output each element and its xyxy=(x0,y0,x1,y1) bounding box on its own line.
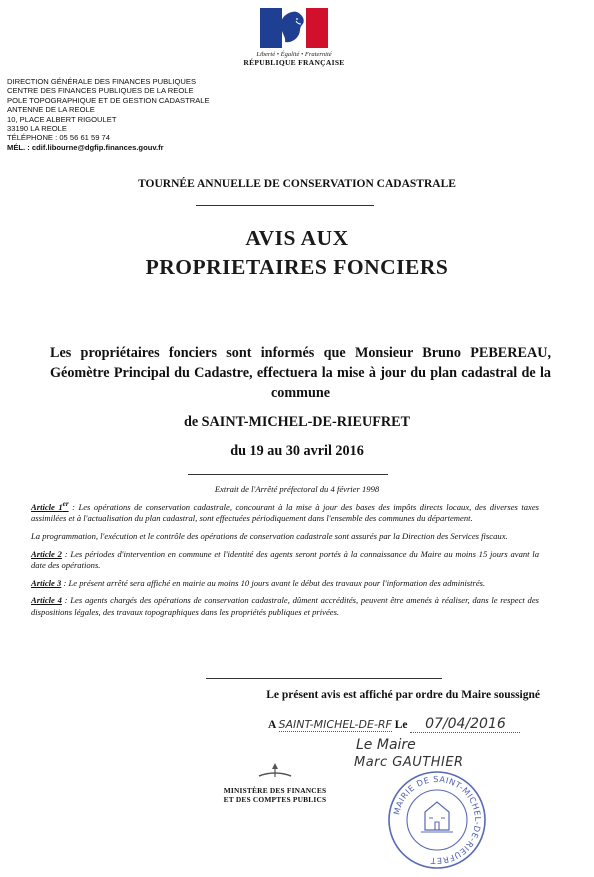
article-text: La programmation, l'exécution et le contrôle des opérations de conservation cadastrale sont assurés par la Direction des Services fiscaux. xyxy=(31,531,508,542)
article-4 xyxy=(31,595,539,618)
decree-extract: Extrait de l'Arrêté préfectoral du 4 février 1998 xyxy=(214,484,380,494)
divider xyxy=(206,678,442,679)
ministry-line1: MINISTÈRE DES FINANCES xyxy=(223,786,327,795)
motto: Liberté • Égalité • Fraternité xyxy=(256,51,332,58)
display-note: Le présent avis est affiché par ordre du Maire soussigné xyxy=(266,689,540,701)
sender-email: MÉL. : cdif.libourne@dgfip.finances.gouv.fr xyxy=(7,142,164,152)
main-title-line2: PROPRIETAIRES FONCIERS xyxy=(145,255,449,279)
commune-line: de SAINT-MICHEL-DE-RIEUFRET xyxy=(183,414,411,430)
republique-francaise: RÉPUBLIQUE FRANÇAISE xyxy=(243,58,345,67)
article-text: : Les opérations de conservation cadastrale, concourant à la mise à jour des bases des impôts directs locaux, des diverses taxes assimilées et à l'actualisation du plan cadastral, sont effectuées périodiquement dans l'ensemble des communes du département. xyxy=(31,501,539,524)
mayor-title: Le Maire xyxy=(356,737,416,753)
divider xyxy=(196,205,374,206)
sender-block xyxy=(7,77,210,152)
announcement: Les propriétaires fonciers sont informés que Monsieur Bruno PEBEREAU, Géomètre Principal du Cadastre, effectuera la mise à jour du plan cadastral de la commune xyxy=(50,345,551,401)
article-3 xyxy=(31,578,539,590)
sender-line: POLE TOPOGRAPHIQUE ET DE GESTION CADASTRALE xyxy=(7,95,210,105)
dates-line: du 19 au 30 avril 2016 xyxy=(230,443,364,459)
mayor-name: Marc GAUTHIER xyxy=(354,755,464,770)
article-label: Article 1er xyxy=(31,500,69,512)
article-1 xyxy=(31,499,539,525)
ministry-logo xyxy=(200,760,350,804)
divider xyxy=(188,474,388,475)
ministry-line2: ET DES COMPTES PUBLICS xyxy=(223,794,327,804)
svg-text:MAIRIE DE SAINT-MICHEL-DE-RIEU xyxy=(391,774,483,866)
sender-line: ANTENNE DE LA REOLE xyxy=(7,105,95,115)
article-text: : Le présent arrêté sera affiché en mairie au moins 10 jours avant le début des travaux pour l'information des administrés. xyxy=(61,577,486,588)
sender-line: 10, PLACE ALBERT RIGOULET xyxy=(7,114,117,124)
ministry-emblem-icon xyxy=(255,760,295,782)
main-title-line1: AVIS AUX xyxy=(245,226,349,250)
signature-date: 07/04/2016 xyxy=(410,716,520,733)
sign-prefix: A xyxy=(268,719,276,731)
signature-place: SAINT-MICHEL-DE-RF xyxy=(278,718,392,731)
article-label: Article 3 xyxy=(31,577,62,588)
tour-title: TOURNÉE ANNUELLE DE CONSERVATION CADASTRALE xyxy=(138,178,456,190)
sign-le: Le xyxy=(394,719,408,731)
article-label: Article 4 xyxy=(31,595,62,606)
sender-phone: TÉLÉPHONE : 05 56 61 59 74 xyxy=(7,133,110,143)
article-label: Article 2 xyxy=(31,548,62,559)
main-title xyxy=(0,224,594,282)
sender-line: CENTRE DES FINANCES PUBLIQUES DE LA REOLE xyxy=(7,86,194,96)
articles xyxy=(31,499,539,625)
sender-line: DIRECTION GÉNÉRALE DES FINANCES PUBLIQUES xyxy=(7,77,197,86)
marianne-logo xyxy=(236,6,352,72)
mairie-stamp xyxy=(385,768,489,872)
mairie-seal-icon xyxy=(385,768,489,872)
article-2 xyxy=(31,549,539,572)
signature-line xyxy=(268,716,520,733)
article-text: : Les agents chargés des opérations de conservation cadastrale, dûment accrédités, peuvent être amenés à réaliser, dans le respect des dispositions légales, des travaux topographiques dans les propriétés publiques et privées. xyxy=(31,595,539,618)
sender-line: 33190 LA REOLE xyxy=(7,124,67,134)
stamp-text: MAIRIE DE SAINT-MICHEL-DE-RIEUFRET xyxy=(391,773,484,867)
article-text: : Les périodes d'intervention en commune et l'identité des agents seront portés à la connaissance du Maire au moins 15 jours avant la date des opérations. xyxy=(31,548,539,571)
marianne-icon xyxy=(258,6,330,50)
article-1-paragraph xyxy=(31,531,539,543)
